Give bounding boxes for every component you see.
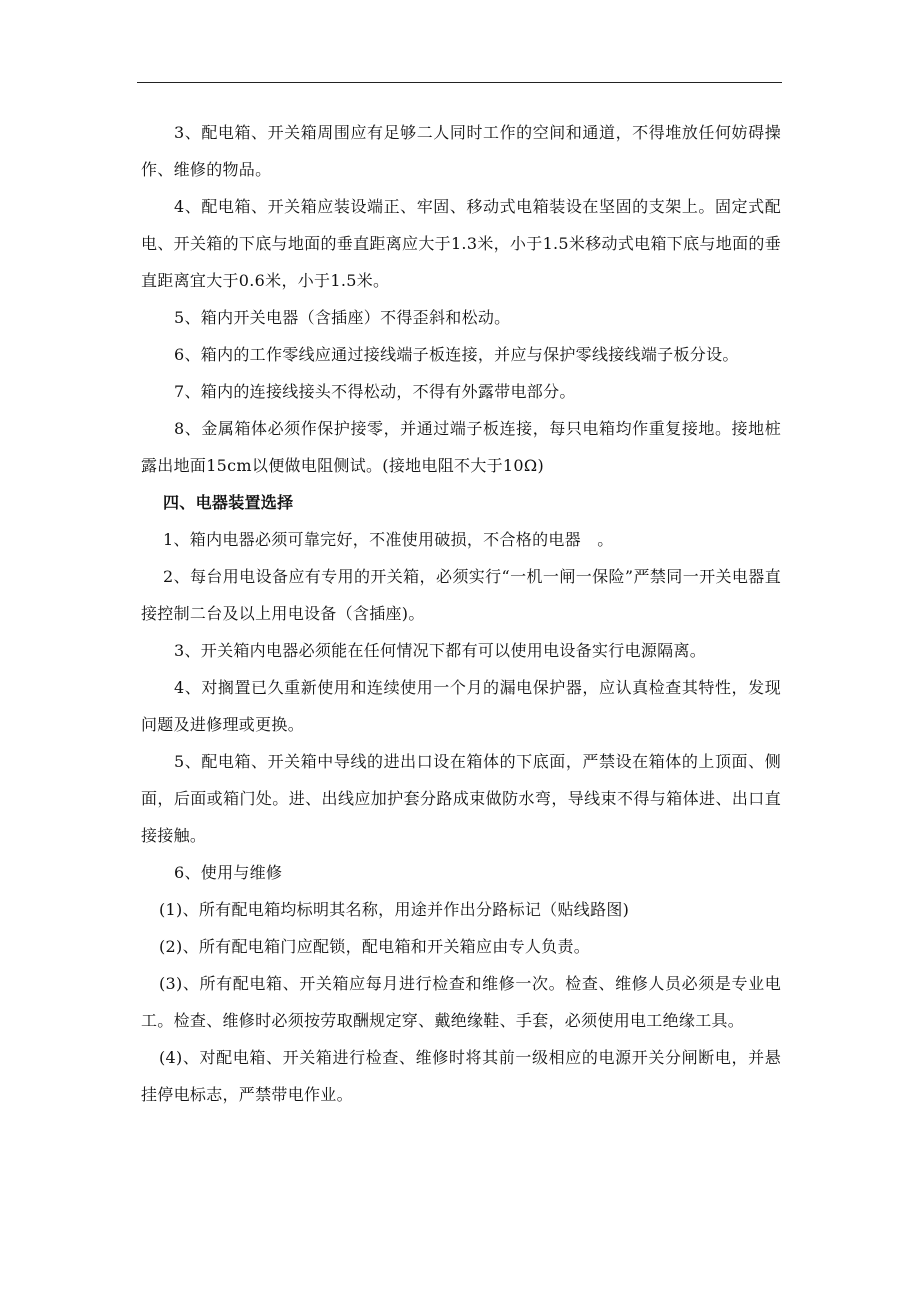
paragraph-3-clearance: 3、配电箱、开关箱周围应有足够二人同时工作的空间和通道，不得堆放任何妨碍操作、维修的物品。 bbox=[141, 123, 781, 179]
paragraph-7-connections: 7、箱内的连接线接头不得松动，不得有外露带电部分。 bbox=[174, 382, 576, 401]
section-heading-electrical-devices: 四、电器装置选择 bbox=[163, 493, 294, 512]
document-body bbox=[141, 114, 781, 1113]
paragraph-1-devices-intact: 1、箱内电器必须可靠完好，不准使用破损，不合格的电器 。 bbox=[163, 530, 614, 549]
paragraph-2-dedicated-switch-box: 2、每台用电设备应有专用的开关箱，必须实行“一机一闸一保险”严禁同一开关电器直接控制二台及以上用电设备（含插座)。 bbox=[141, 567, 781, 623]
paragraph-5-wire-entry: 5、配电箱、开关箱中导线的进出口设在箱体的下底面，严禁设在箱体的上顶面、侧面，后面或箱门处。进、出线应加护套分路成束做防水弯，导线束不得与箱体进、出口直接接触。 bbox=[141, 752, 781, 845]
header-rule bbox=[137, 82, 782, 83]
item-1-labeling: (1)、所有配电箱均标明其名称，用途并作出分路标记（贴线路图) bbox=[159, 900, 630, 919]
item-2-locks: (2)、所有配电箱门应配锁，配电箱和开关箱应由专人负责。 bbox=[159, 937, 591, 956]
paragraph-6-neutral-line: 6、箱内的工作零线应通过接线端子板连接，并应与保护零线接线端子板分设。 bbox=[174, 345, 739, 364]
paragraph-8-grounding: 8、金属箱体必须作保护接零，并通过端子板连接，每只电箱均作重复接地。接地桩露出地面15cm以便做电阻侧试。(接地电阻不大于10Ω) bbox=[141, 419, 781, 475]
paragraph-4-leakage-protector: 4、对搁置已久重新使用和连续使用一个月的漏电保护器，应认真检查其特性，发现问题及进修理或更换。 bbox=[141, 678, 781, 734]
item-4-power-off: (4)、对配电箱、开关箱进行检查、维修时将其前一级相应的电源开关分闸断电，并悬挂停电标志，严禁带电作业。 bbox=[141, 1048, 781, 1104]
paragraph-6-use-and-maintenance: 6、使用与维修 bbox=[174, 863, 283, 882]
paragraph-4-installation: 4、配电箱、开关箱应装设端正、牢固、移动式电箱装设在坚固的支架上。固定式配电、开关箱的下底与地面的垂直距离应大于1.3米，小于1.5米移动式电箱下底与地面的垂直距离宜大于0.6米，小于1.5米。 bbox=[141, 197, 781, 290]
paragraph-3-isolation: 3、开关箱内电器必须能在任何情况下都有可以使用电设备实行电源隔离。 bbox=[174, 641, 707, 660]
paragraph-5-switches: 5、箱内开关电器（含插座）不得歪斜和松动。 bbox=[174, 308, 511, 327]
item-3-monthly-inspection: (3)、所有配电箱、开关箱应每月进行检查和维修一次。检查、维修人员必须是专业电工。检查、维修时必须按劳取酬规定穿、戴绝缘鞋、手套，必须使用电工绝缘工具。 bbox=[141, 974, 781, 1030]
